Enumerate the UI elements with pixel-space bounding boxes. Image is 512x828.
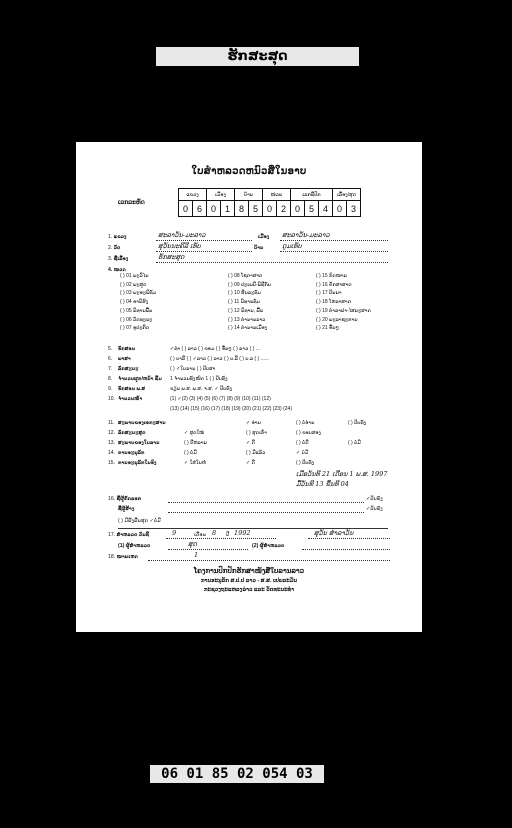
field-number: 1. (108, 234, 113, 240)
dotted-line (280, 251, 388, 252)
code-digit: 5 (305, 201, 319, 217)
condition-option[interactable]: ( ) ບໍ່ມີ (184, 450, 197, 456)
condition-option[interactable]: ( ) ປັບທັງ (348, 420, 367, 426)
field-tail: ✓ປັບທັງ (366, 506, 383, 512)
field-label: ພາສາ (118, 356, 131, 362)
condition-option[interactable]: ✓ ດີ (246, 440, 255, 446)
field-label: ບ້ານ (254, 245, 264, 251)
category-option[interactable]: ( ) 01 ພະວິໄນ (120, 273, 149, 279)
code-digit: 1 (221, 201, 235, 217)
field-value: ສະລາວັນ-ມະລາວ (282, 231, 330, 239)
field-options[interactable]: ( ) ✓ໃບລານ ( ) ປັບສາ (170, 366, 216, 372)
field-label: ການອະນຸລັກ (118, 450, 145, 456)
field-label: (2) ຜູ້ສໍາຫລວດ (252, 543, 285, 549)
field-number: 3. (108, 256, 113, 262)
condition-option[interactable]: ( ) ຂອບສອງ (296, 430, 321, 436)
category-option[interactable]: ( ) 05 ນິທານພື້ນ (120, 307, 153, 314)
field-label: ໝາຍເຫດ (116, 554, 139, 560)
footer-line-1: ໂຄງການປົກປັກຮັກສາໜັງສືໃບລານລາວ (193, 568, 305, 575)
category-option[interactable]: ( ) 11 ນິທານທັມ (228, 299, 261, 306)
field-line-17 (108, 532, 149, 538)
condition-option[interactable]: ( ) ດີຫລາຍ (184, 440, 207, 446)
category-option[interactable]: ( ) 15 ກົດໝາຍ (316, 273, 348, 279)
field-number: 18. (108, 554, 116, 560)
condition-option[interactable]: ✓ ດີ (246, 460, 255, 466)
dotted-line (168, 549, 248, 550)
condition-option[interactable]: ( ) ບໍ່ດີ (296, 440, 309, 446)
category-option[interactable]: ( ) 20 ພະລາຊະການ (316, 316, 358, 323)
code-digit: 2 (277, 201, 291, 217)
dotted-line (156, 240, 252, 241)
dotted-line (168, 512, 364, 513)
form-title: ໃບສໍາຫລວດຫນົວສືໃນອາບ (191, 166, 307, 177)
survey-day: 9 (172, 529, 177, 537)
field-label: ເມືອງ (258, 234, 270, 240)
remarks-value: 1 (194, 551, 199, 559)
field-label: ຈໍານວນໜ້າ (118, 396, 143, 402)
dotted-line (280, 240, 388, 241)
field-label: ສະພາບຂອງເອກະສານ (118, 420, 166, 426)
category-option[interactable]: ( ) 03 ພະອະພິທັມ (120, 290, 157, 297)
category-option[interactable]: ( ) 14 ຕໍານານເມືອງ (228, 325, 268, 332)
field-number: 6. (108, 356, 113, 362)
field-number: 17. (108, 532, 116, 538)
field-number: 12. (108, 430, 115, 436)
field-line-18 (108, 554, 138, 560)
code-label: ເລກລະຫັດ (118, 200, 145, 206)
dotted-line (148, 560, 390, 561)
dotted-line (168, 502, 364, 503)
date-line-1: ເມື່ອວັນທີ 21 ເດືອນ 1 ພ.ສ. 1997 (296, 470, 388, 478)
condition-option[interactable]: ( ) ບໍ່ອ່ານ (296, 420, 315, 426)
code-digit: 8 (235, 201, 249, 217)
code-digit: 0 (207, 201, 221, 217)
category-option[interactable]: ( ) 18 ໂຫລາສາດ (316, 299, 351, 306)
field-label: ລັກສະນະ (118, 366, 139, 372)
survey-year: 1992 (234, 529, 251, 537)
footer-line-2: ການອະນຸລັກ ສ.ປ.ປ ລາວ - ສ.ສ. ເຢຍລະມັນ (200, 578, 298, 584)
film-frame-number: 06 01 85 02 054 03 (150, 765, 324, 783)
condition-option[interactable]: ( ) ສຸດເກົ່າ (246, 430, 267, 436)
field-label: ( ) ມີຢັ້ງຢືນສຸດ ✓ບໍ່ມີ (118, 518, 161, 524)
field-label: ຊື່ຜູ້ສ້າງ (118, 506, 135, 512)
category-option[interactable]: ( ) 21 ອື່ນໆ (316, 325, 339, 332)
dotted-line (156, 262, 388, 263)
dotted-line (166, 538, 276, 539)
field-label: ສະພາບຂອງໃບລານ (118, 440, 160, 446)
field-label: ອັກສອນ ພ.ສ (118, 386, 146, 392)
field-number: 16. (108, 496, 116, 502)
field-line-3 (108, 256, 128, 262)
field-label: ຈໍານວນຜູກ/ຫນ້າ ທີ່ມ (118, 376, 162, 382)
field-line-1 (108, 234, 127, 240)
field-number: 13. (108, 440, 115, 446)
field-number: 8. (108, 376, 113, 382)
code-header: ເລກທີ່ປົກ (291, 189, 333, 201)
field-value: ດູມເທັບ (282, 242, 302, 250)
category-option[interactable]: ( ) 04 ອານິສົງ (120, 299, 149, 306)
field-options[interactable]: ✓ທໍາ ( ) ລາວ ( ) ຂອມ ( ) ອື່ນໆ ( ) ລາວ ( ) ... (170, 346, 260, 352)
field-label: ວັດ (113, 245, 121, 251)
category-option[interactable]: ( ) 08 ໂຊດາສາດ (228, 273, 263, 279)
field-label: ເດືອນ (194, 532, 207, 538)
survey-month: 8 (212, 529, 217, 537)
category-option[interactable]: ( ) 17 ປັນຍາ (316, 290, 342, 297)
field-number: 5. (108, 346, 113, 352)
code-digit: 3 (347, 201, 361, 217)
code-header: ແຂວງ (179, 189, 207, 201)
field-label: ສໍາຫລວດ ວັນທີ (116, 532, 150, 538)
category-option[interactable]: ( ) 13 ຕໍານານລາວ (228, 316, 266, 323)
field-label: ຊື່ເລື່ອງ (113, 256, 129, 262)
field-line-2 (108, 245, 121, 251)
category-option[interactable]: ( ) 09 ປະເພນີ-ພິທີກັນ (228, 281, 271, 288)
condition-option[interactable]: ✓ ບໍ່ມີ (296, 450, 309, 456)
field-number: 7. (108, 366, 113, 372)
code-table (178, 188, 361, 217)
surveyor-1: ສຸດ (188, 540, 197, 548)
code-header: ເລື່ອງ/ສຸດ (333, 189, 361, 201)
field-number: 9. (108, 386, 113, 392)
survey-form-page (76, 142, 422, 632)
condition-option[interactable]: ( ) ປັບທັງ (296, 460, 315, 466)
field-options[interactable]: ຂຽນ ພ.ສ. ພ.ສ. ຈ.ສ. ✓ ປັບທັງ (170, 386, 232, 392)
field-label: ອັກສອນ (118, 346, 136, 352)
category-option[interactable]: ( ) 16 ຄັກສາສາດ (316, 281, 352, 288)
field-options[interactable]: (1) ✓(2) (3) (4) (5) (6) (7) (8) (9) (10) (11) (12) (170, 396, 271, 402)
section-4-label: 4. ໝວດ (108, 267, 126, 273)
field-label: ການອະນຸລັກໃນອົງ (118, 460, 157, 466)
dotted-line (308, 538, 390, 539)
code-digit: 6 (193, 201, 207, 217)
code-digit: 5 (249, 201, 263, 217)
condition-option[interactable]: ( ) ມີແລ້ວ (246, 450, 266, 456)
category-option[interactable]: ( ) 10 ສິນລະທັມ (228, 290, 262, 297)
field-number: 11. (108, 420, 115, 426)
code-header: ເມືອງ (207, 189, 235, 201)
signer-name: ສຸວັນ ສໍາລາວັນ (314, 529, 354, 537)
field-label: (1) ຜູ້ສໍາຫລວດ (118, 543, 151, 549)
footer-line-3: ກະຊວງຖະແຫລງຂ່າວ ແລະ ວັດທະນະທໍາ (203, 587, 295, 593)
field-label: ແຂວງ (113, 234, 127, 240)
category-option[interactable]: ( ) 12 ນິທານ, ພື້ນ (228, 307, 264, 314)
section-label: ໝວດ (113, 267, 126, 273)
condition-option[interactable]: ( ) ບໍ່ມີ (348, 440, 361, 446)
category-option[interactable]: ( ) 06 ວັດທະນະ (120, 316, 153, 323)
field-value: ສະລາວັນ-ມະລາວ (158, 231, 206, 239)
condition-option[interactable]: ✓ ອ່ານ (246, 420, 261, 426)
category-option[interactable]: ( ) 02 ພະສູດ (120, 281, 147, 288)
dotted-line (302, 549, 390, 550)
film-header-label: ຮັກສະສຸດ (156, 47, 359, 66)
field-options[interactable]: ( ) ບາລີ ( ) ✓ລາວ ( ) ລາວ ( ) ບ.ລີ ( ) ບ.ລ ( ) ...... (170, 356, 269, 362)
code-digit: 4 (319, 201, 333, 217)
code-header: ບ້ານ (235, 189, 263, 201)
code-digit: 0 (333, 201, 347, 217)
category-option[interactable]: ( ) 07 ອຸປະກິດ (120, 325, 150, 332)
condition-option[interactable]: ✓ ໃສ່ໃນຫໍ (184, 460, 206, 466)
code-digit: 0 (291, 201, 305, 217)
field-tail: ✓ປັບທັງ (366, 496, 383, 502)
field-label: ລັກສະນະສຸດ (118, 430, 146, 436)
code-header: ໜ່ວຍ (263, 189, 291, 201)
field-label: ປີ (226, 532, 230, 538)
dotted-line (156, 251, 252, 252)
field-value: ສຸວັນນະຄີລີ ເທັບ (158, 242, 201, 250)
field-number: 15. (108, 460, 115, 466)
field-number: 14. (108, 450, 115, 456)
field-label: ຊື່ຜູ້ຄັດລອກ (116, 496, 142, 502)
field-number: 2. (108, 245, 113, 251)
category-option[interactable]: ( ) 19 ຕໍາລາຢາ-ໄສຍະສາດ (316, 307, 371, 314)
condition-option[interactable]: ✓ ສຸດໃໝ່ (184, 430, 205, 436)
code-digit: 0 (179, 201, 193, 217)
field-line-16 (108, 496, 141, 502)
code-digit: 0 (263, 201, 277, 217)
field-options[interactable]: (13) (14) (15) (16) (17) (18) (19) (20) (21) (22) (23) (24) (170, 406, 292, 412)
field-options[interactable]: 1 ຈໍານວນທັງໝົດ 1 ( ) ປັບທັງ (170, 376, 228, 382)
date-line-2: ມື້ວັນທີ 13 ຂຶ້ນທີ 04 (296, 480, 349, 488)
field-value: ຮັກສະສຸດ (158, 253, 185, 261)
field-number: 10. (108, 396, 115, 402)
